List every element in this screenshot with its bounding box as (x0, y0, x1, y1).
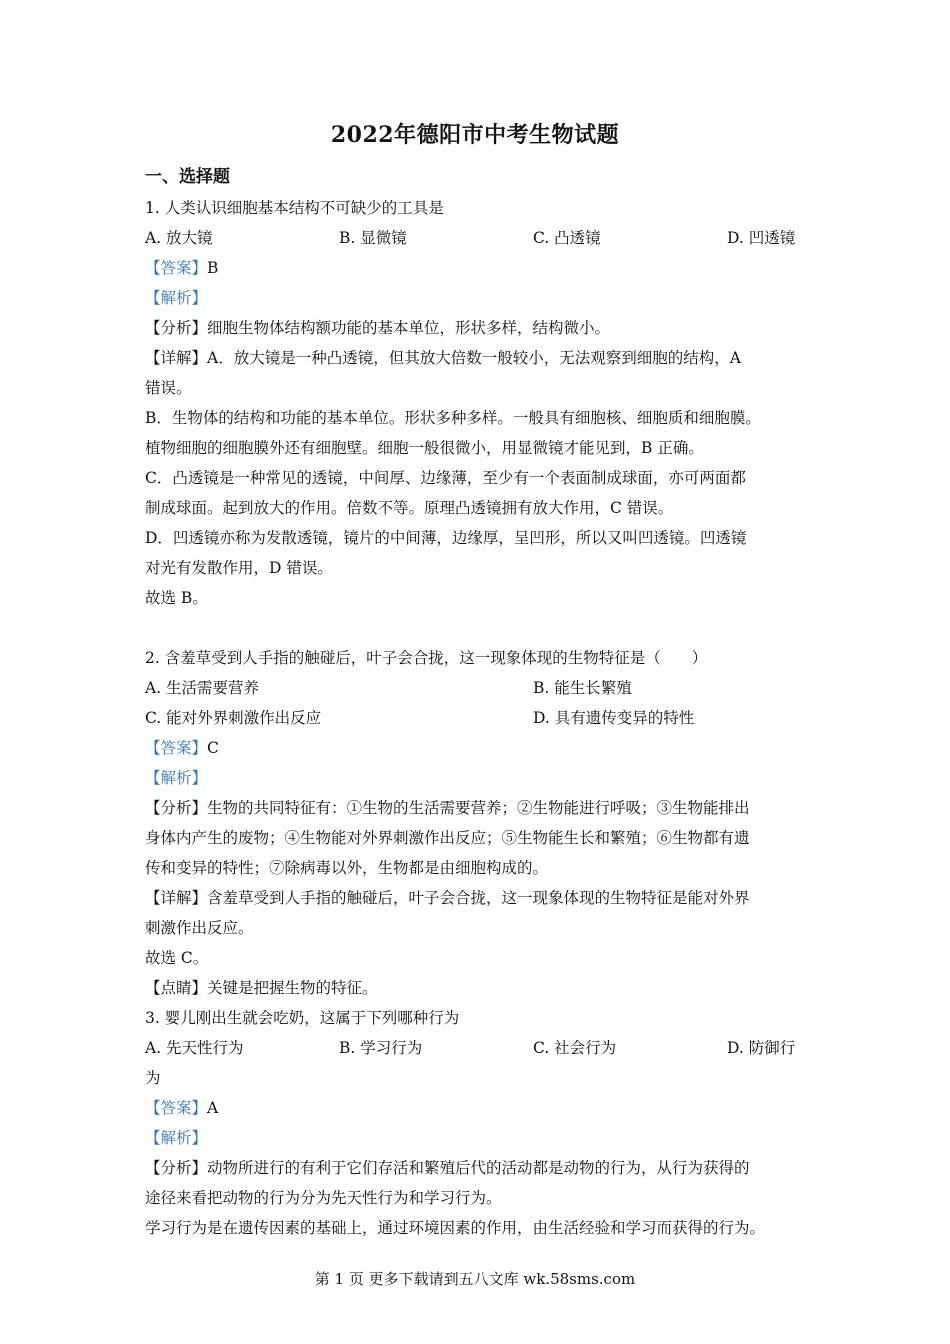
option-wrap-line: 为 (145, 1069, 161, 1087)
analysis-tag: 【解析】 (145, 1129, 208, 1147)
page-footer: 第 1 页 更多下载请到五八文库 wk.58sms.com (314, 1270, 636, 1288)
fenxi-line (145, 313, 810, 343)
option-a: A. 放大镜 (145, 229, 213, 247)
conclusion-line: 故选 B。 (145, 589, 208, 607)
xiangjie-text: 含羞草受到人手指的触碰后，叶子会合拢，这一现象体现的生物特征是能对外界 (207, 889, 750, 907)
xiangjie-line (145, 343, 810, 373)
option-b: B. 学习行为 (339, 1039, 423, 1057)
option-c: C. 社会行为 (533, 1039, 617, 1057)
explanation-line: 错误。 (145, 379, 192, 397)
xiangjie-tag: 【详解】 (145, 349, 208, 367)
explanation-line: 制成球面。起到放大的作用。倍数不等。原理凸透镜拥有放大作用，C 错误。 (145, 499, 674, 517)
answer-value: B (207, 259, 219, 277)
question-2-stem: 2. 含羞草受到人手指的触碰后，叶子会合拢，这一现象体现的生物特征是（ ） (145, 649, 708, 667)
answer-tag: 【答案】 (145, 739, 208, 757)
fenxi-tag: 【分析】 (145, 1159, 208, 1177)
answer-value: A (207, 1099, 219, 1117)
option-d: D. 具有遗传变异的特性 (533, 709, 695, 727)
explanation-line: 身体内产生的废物；④生物能对外界刺激作出反应；⑤生物能生长和繁殖；⑥生物都有遗 (145, 829, 750, 847)
explanation-line: 植物细胞的细胞膜外还有细胞壁。细胞一般很微小，用显微镜才能见到，B 正确。 (145, 439, 704, 457)
fenxi-line (145, 793, 810, 823)
dianjing-line (145, 973, 810, 1003)
xiangjie-line (145, 883, 810, 913)
answer-line (145, 1093, 810, 1123)
section-heading: 一、选择题 (145, 167, 230, 187)
option-d: D. 凹透镜 (727, 229, 796, 247)
answer-line (145, 253, 810, 283)
fenxi-text: 细胞生物体结构额功能的基本单位，形状多样，结构微小。 (207, 319, 611, 337)
answer-value: C (207, 739, 219, 757)
fenxi-text: 动物所进行的有利于它们存活和繁殖后代的活动都是动物的行为，从行为获得的 (207, 1159, 750, 1177)
option-b: B. 显微镜 (339, 229, 407, 247)
dianjing-tag: 【点睛】 (145, 979, 208, 997)
question-2-options-row-1 (145, 673, 810, 703)
answer-tag: 【答案】 (145, 259, 208, 277)
question-1-options (145, 223, 810, 253)
option-c: C. 凸透镜 (533, 229, 601, 247)
option-a: A. 先天性行为 (145, 1039, 244, 1057)
conclusion-line: 故选 C。 (145, 949, 209, 967)
fenxi-tag: 【分析】 (145, 799, 208, 817)
analysis-tag: 【解析】 (145, 289, 208, 307)
fenxi-text: 生物的共同特征有：①生物的生活需要营养；②生物能进行呼吸；③生物能排出 (207, 799, 750, 817)
fenxi-line (145, 1153, 810, 1183)
explanation-line: 途径来看把动物的行为分为先天性行为和学习行为。 (145, 1189, 502, 1207)
explanation-line: 传和变异的特性；⑦除病毒以外，生物都是由细胞构成的。 (145, 859, 549, 877)
question-3-options (145, 1033, 810, 1063)
dianjing-text: 关键是把握生物的特征。 (207, 979, 378, 997)
answer-line (145, 733, 810, 763)
explanation-line: 对光有发散作用，D 错误。 (145, 559, 333, 577)
answer-tag: 【答案】 (145, 1099, 208, 1117)
spacer (145, 613, 810, 643)
content (145, 193, 810, 1243)
question-3-stem: 3. 婴儿刚出生就会吃奶，这属于下列哪种行为 (145, 1009, 460, 1027)
fenxi-tag: 【分析】 (145, 319, 208, 337)
analysis-tag: 【解析】 (145, 769, 208, 787)
explanation-line: D．凹透镜亦称为发散透镜，镜片的中间薄，边缘厚，呈凹形，所以又叫凹透镜。凹透镜 (145, 529, 747, 547)
explanation-line: B．生物体的结构和功能的基本单位。形状多种多样。一般具有细胞核、细胞质和细胞膜。 (145, 409, 761, 427)
explanation-line: C．凸透镜是一种常见的透镜，中间厚、边缘薄，至少有一个表面制成球面，亦可两面都 (145, 469, 746, 487)
option-b: B. 能生长繁殖 (533, 679, 632, 697)
xiangjie-text: A．放大镜是一种凸透镜，但其放大倍数一般较小，无法观察到细胞的结构，A (207, 349, 741, 367)
question-2-options-row-2 (145, 703, 810, 733)
explanation-line: 学习行为是在遗传因素的基础上，通过环境因素的作用，由生活经验和学习而获得的行为。 (145, 1219, 766, 1237)
question-1-stem: 1. 人类认识细胞基本结构不可缺少的工具是 (145, 199, 444, 217)
option-d: D. 防御行 (727, 1039, 796, 1057)
explanation-line: 刺激作出反应。 (145, 919, 254, 937)
option-c: C. 能对外界刺激作出反应 (145, 709, 322, 727)
page-title: 2022年德阳市中考生物试题 (330, 122, 620, 148)
xiangjie-tag: 【详解】 (145, 889, 208, 907)
option-a: A. 生活需要营养 (145, 679, 260, 697)
